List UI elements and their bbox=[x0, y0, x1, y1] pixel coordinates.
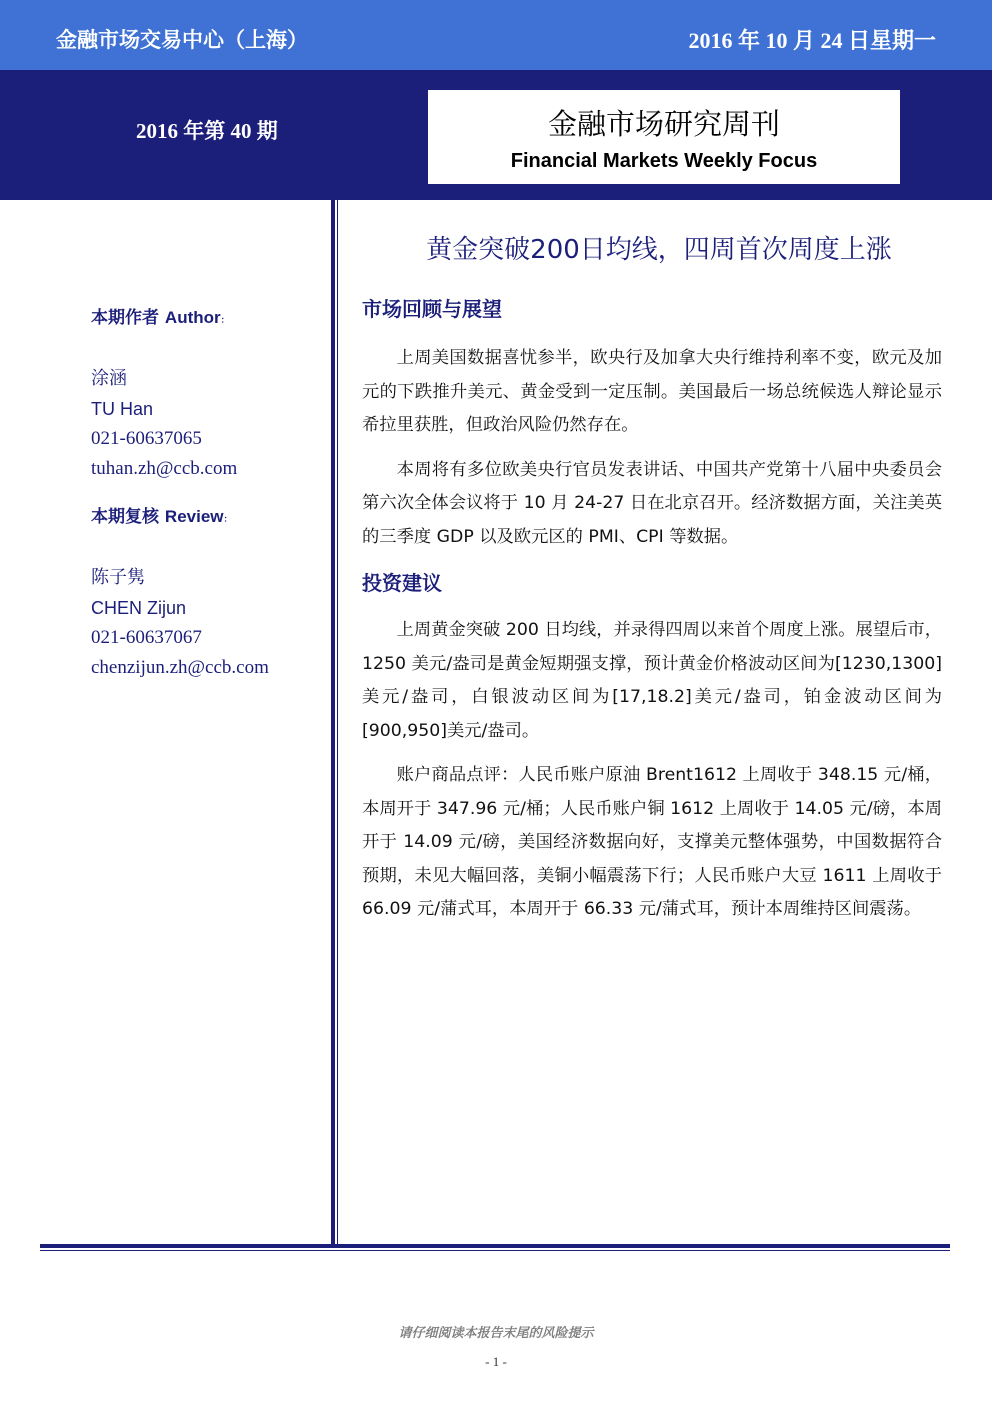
bottom-rule bbox=[40, 1244, 950, 1248]
report-date: 2016 年 10 月 24 日星期一 bbox=[688, 28, 936, 53]
reviewer-name-cn: 陈子隽 bbox=[91, 567, 145, 588]
page-number: - 1 - bbox=[485, 1354, 507, 1369]
review-title-colon: ： bbox=[223, 515, 233, 525]
author-email[interactable]: tuhan.zh@ccb.com bbox=[91, 458, 238, 479]
author-name-en: TU Han bbox=[91, 399, 154, 419]
section-title-investment-advice: 投资建议 bbox=[362, 571, 442, 595]
paragraph: 上周美国数据喜忧参半，欧央行及加拿大央行维持利率不变，欧元及加元的下跌推升美元、黄金受到一定压制。美国最后一场总统候选人辩论显示希拉里获胜，但政治风险仍然存在。 bbox=[362, 348, 942, 435]
title-banner bbox=[0, 70, 992, 200]
column-divider-thin bbox=[337, 200, 338, 1244]
reviewer-name-en: CHEN Zijun bbox=[91, 598, 187, 618]
author-name-cn: 涂涵 bbox=[91, 368, 127, 389]
author-sidebar bbox=[91, 305, 321, 683]
top-bar bbox=[0, 0, 992, 70]
issue-number: 2016 年第 40 期 bbox=[136, 119, 278, 143]
organization-name: 金融市场交易中心（上海） bbox=[56, 28, 308, 52]
review-title-en: Review bbox=[164, 507, 224, 526]
publication-title-cn: 金融市场研究周刊 bbox=[547, 107, 780, 141]
author-title-colon: ： bbox=[220, 316, 230, 326]
reviewer-email[interactable]: chenzijun.zh@ccb.com bbox=[91, 657, 269, 678]
article-headline: 黄金突破200日均线，四周首次周度上涨 bbox=[426, 235, 892, 265]
bottom-rule-thin bbox=[40, 1250, 950, 1251]
review-title-cn: 本期复核 bbox=[91, 507, 165, 527]
risk-disclaimer-note: 请仔细阅读本报告末尾的风险提示 bbox=[398, 1326, 594, 1341]
paragraph: 账户商品点评：人民币账户原油 Brent1612 上周收于 348.15 元/桶，本周开于 347.96 元/桶；人民币账户铜 1612 上周收于 14.05 元/磅，本周开于 14.09 元/磅，美国经济数据向好，支撑美元整体强势，中国数据符合预期，未见大幅回落，美铜小幅震荡下行；人民币账户大豆 1611 上周收于 66.09 元/蒲式耳，本周开于 66.33 元/蒲式耳，预计本周维持区间震荡。 bbox=[362, 765, 942, 919]
main-content bbox=[362, 228, 942, 938]
reviewer-phone: 021-60637067 bbox=[91, 627, 202, 648]
publication-title-en: Financial Markets Weekly Focus bbox=[510, 150, 818, 172]
publication-title-box bbox=[428, 90, 900, 184]
author-phone: 021-60637065 bbox=[91, 428, 202, 449]
section-title-market-review: 市场回顾与展望 bbox=[362, 297, 502, 321]
author-section-title bbox=[91, 305, 321, 334]
author-title-cn: 本期作者 bbox=[91, 308, 165, 328]
column-divider bbox=[331, 200, 335, 1244]
review-section-title bbox=[91, 504, 321, 533]
author-title-en: Author bbox=[164, 308, 221, 327]
paragraph: 上周黄金突破 200 日均线，并录得四周以来首个周度上涨。展望后市，1250 美元/盎司是黄金短期强支撑，预计黄金价格波动区间为[1230,1300]美元/盎司，白银波动区间为[17,18.2]美元/盎司，铂金波动区间为[900,950]美元/盎司。 bbox=[362, 620, 942, 741]
paragraph: 本周将有多位欧美央行官员发表讲话、中国共产党第十八届中央委员会第六次全体会议将于 10 月 24-27 日在北京召开。经济数据方面，关注美英的三季度 GDP 以及欧元区的 PMI、CPI 等数据。 bbox=[362, 459, 942, 547]
